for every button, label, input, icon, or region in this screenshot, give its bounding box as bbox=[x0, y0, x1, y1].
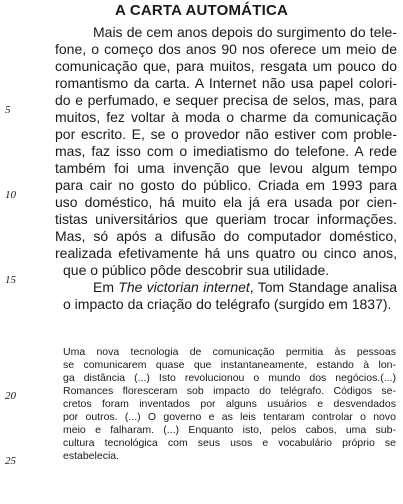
body-fragment: Em bbox=[93, 279, 119, 295]
body-line: do e perfumado, e sequer precisa de selos, mas, para bbox=[55, 92, 397, 108]
quote-line: por outros. (...) O governo e as leis tentaram controlar o novo bbox=[63, 411, 396, 423]
body-line: por escrito. E, se o provedor não estiver com proble- bbox=[55, 126, 397, 142]
body-line: romantismo da carta. A Internet não usa papel colori- bbox=[55, 75, 397, 91]
quote-line: se comunicarem quase que instantaneamente, estando à lon- bbox=[63, 359, 396, 371]
body-line: Mas, só após a difusão do computador doméstico, bbox=[55, 228, 397, 244]
line-number: 15 bbox=[5, 274, 16, 286]
body-line: realizada efetivamente há uns quatro ou cinco anos, bbox=[55, 245, 397, 261]
quote-line: Romances floresceram sob impacto do telégrafo. Códigos se- bbox=[63, 385, 396, 397]
quote-line: cultura tecnológica com seus usos e vocabulário próprio se bbox=[63, 437, 396, 449]
body-line: também foi uma invenção que levou algum tempo bbox=[55, 160, 397, 176]
body-line: uso doméstico, há muito ela já era usada por cien- bbox=[55, 194, 397, 210]
body-line: mas, faz isso com o imediatismo do telefone. A rede bbox=[55, 143, 397, 159]
body-line: o impacto da criação do telégrafo (surgido em 1837). bbox=[63, 296, 392, 312]
quote-line: estabelecia. bbox=[63, 450, 120, 462]
body-line: Mais de cem anos depois do surgimento do tele- bbox=[93, 24, 397, 40]
quote-line: meio e falharam. (...) Enquanto isto, pelos cabos, uma sub- bbox=[63, 424, 396, 436]
body-line: muitos, fez voltar à moda o charme da comunicação bbox=[55, 109, 397, 125]
line-number: 25 bbox=[5, 455, 16, 467]
quote-line: Uma nova tecnologia de comunicação permitia às pessoas bbox=[63, 346, 396, 358]
body-line: comunicação que, para muitos, resgata um pouco do bbox=[55, 58, 397, 74]
body-line: que o público pôde descobrir sua utilidade. bbox=[63, 262, 330, 278]
body-line: para cair no gosto do público. Criada em 1993 para bbox=[55, 177, 397, 193]
line-number: 5 bbox=[5, 104, 11, 116]
quote-line: cretos foram inventados por alguns usuários e desvendados bbox=[63, 398, 396, 410]
book-title: The victorian internet bbox=[118, 279, 250, 295]
body-line bbox=[93, 279, 397, 296]
line-number: 10 bbox=[5, 189, 16, 201]
body-line: tistas universitários que queriam trocar informações. bbox=[55, 211, 397, 227]
quote-line: ga distância (...) Isto revolucionou o mundo dos negócios.(...) bbox=[63, 372, 396, 384]
body-line: fone, o começo dos anos 90 nos oferece um meio de bbox=[55, 41, 397, 57]
line-number: 20 bbox=[5, 390, 16, 402]
article-title: A CARTA AUTOMÁTICA bbox=[114, 2, 289, 19]
body-fragment: , Tom Standage analisa bbox=[249, 279, 397, 295]
